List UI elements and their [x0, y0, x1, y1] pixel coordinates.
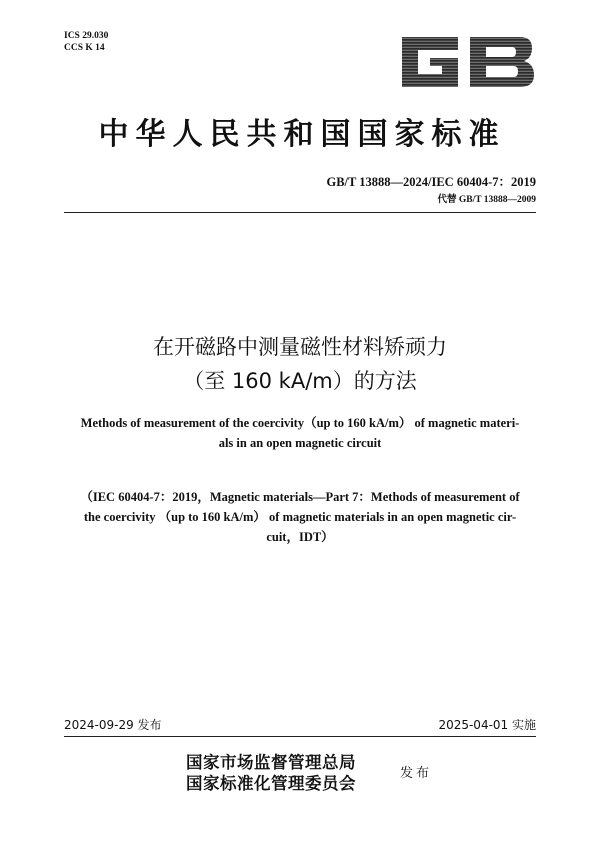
footer-divider	[64, 736, 536, 737]
iec-reference-line1: （IEC 60404-7：2019，Magnetic materials—Part 7：Methods of measurement of	[80, 490, 520, 504]
ccs-code: CCS K 14	[64, 43, 105, 53]
chinese-title	[0, 330, 600, 398]
chinese-title-line2: （至 160 kA/m）的方法	[183, 369, 417, 393]
publish-label: 发布	[400, 766, 433, 781]
chinese-title-line1: 在开磁路中测量磁性材料矫顽力	[153, 335, 447, 359]
gb-logo-icon	[396, 33, 538, 91]
issuer-samr: 国家市场监督管理总局	[186, 753, 356, 772]
iec-reference-line2: the coercivity （up to 160 kA/m） of magnetic materials in an open magnetic cir-	[83, 510, 517, 524]
ics-code: ICS 29.030	[64, 31, 109, 41]
gb-logo-text: GB	[396, 33, 398, 34]
replaces-standard: 代替 GB/T 13888—2009	[437, 195, 536, 205]
issuing-authorities	[186, 752, 356, 794]
issue-date: 2024-09-29 发布	[64, 718, 162, 732]
iec-reference	[66, 487, 534, 547]
english-title	[70, 413, 530, 453]
english-title-line1: Methods of measurement of the coercivity（up to 160 kA/m） of magnetic materi-	[80, 416, 520, 430]
issuer-sac: 国家标准化管理委员会	[186, 774, 356, 793]
standard-category-title: 中华人民共和国国家标准	[98, 117, 506, 152]
classification-codes	[64, 30, 108, 54]
english-title-line2: als in an open magnetic circuit	[218, 436, 382, 450]
iec-reference-line3: cuit，IDT）	[266, 530, 334, 544]
header-divider	[64, 212, 536, 213]
implementation-date: 2025-04-01 实施	[438, 718, 536, 732]
standard-number: GB/T 13888—2024/IEC 60404-7：2019	[326, 175, 536, 189]
gb-logo	[396, 33, 538, 95]
